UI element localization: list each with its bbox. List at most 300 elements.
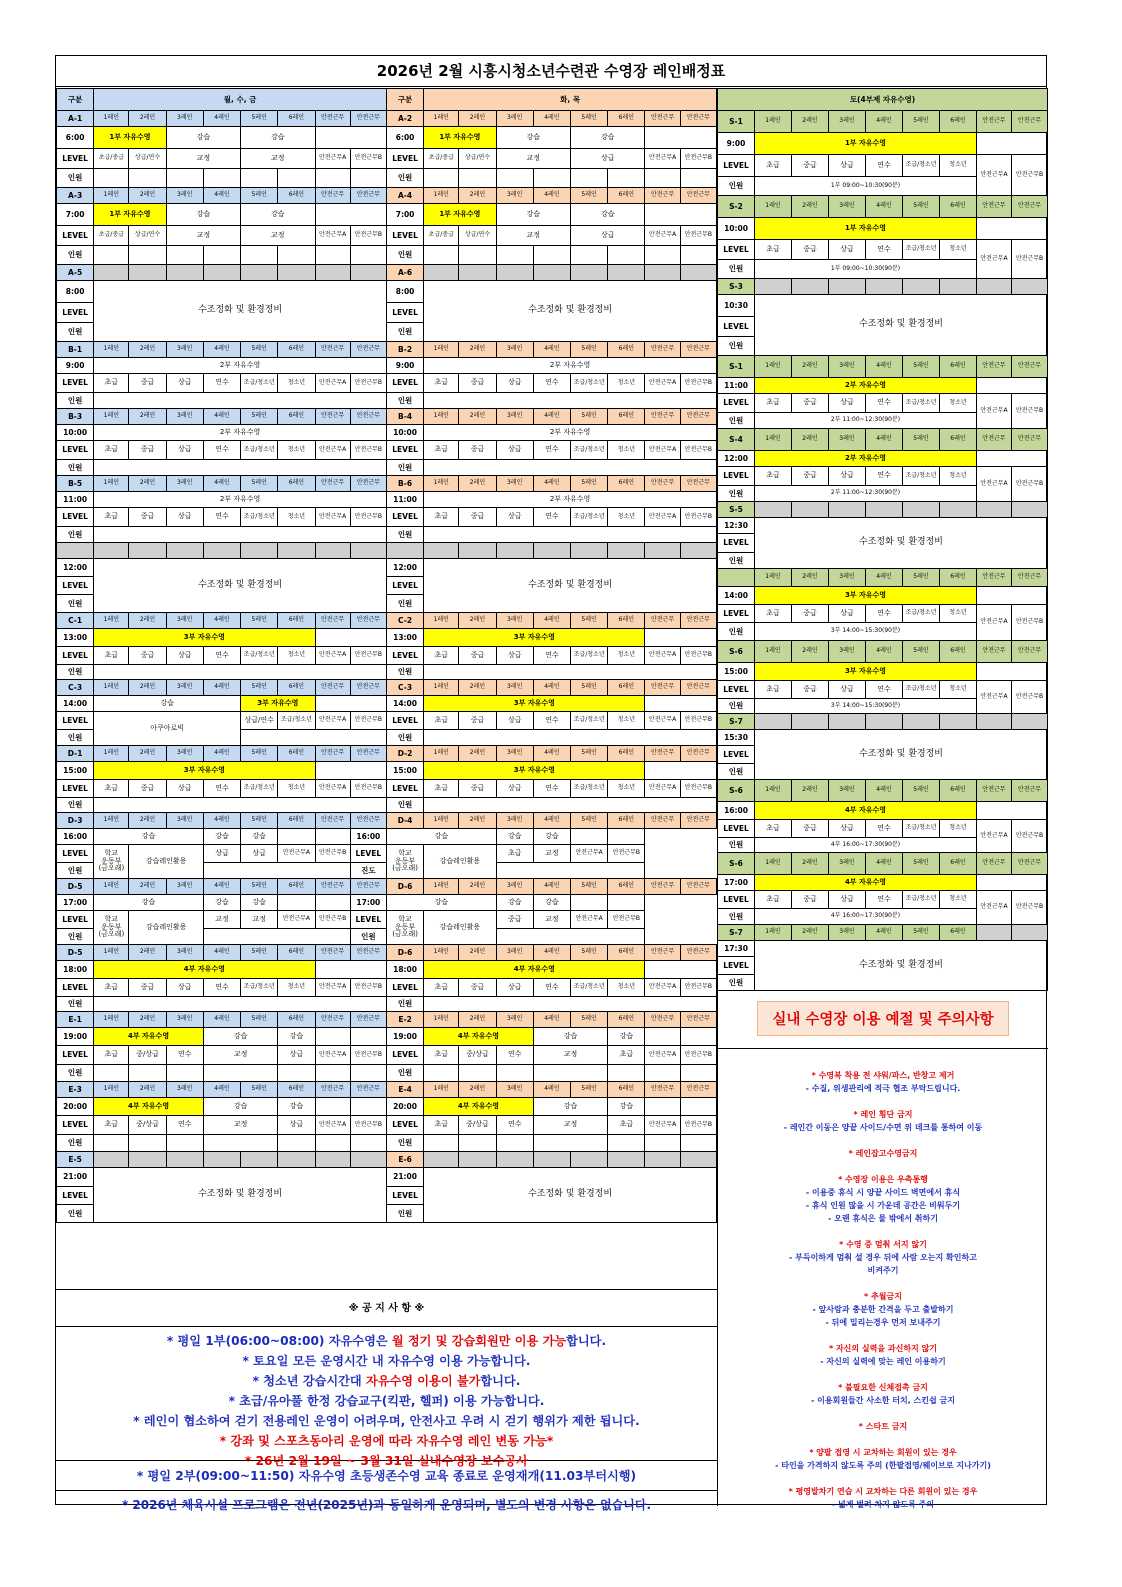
c <box>459 1135 496 1152</box>
lane-header: 1레인 <box>424 746 459 762</box>
lane-header: 6레인 <box>608 746 645 762</box>
lane-header: 3레인 <box>166 342 203 358</box>
c <box>315 895 350 911</box>
level-value: 조급/청소년 <box>571 712 608 730</box>
rule-heading: * 스타트 금지 <box>858 1422 908 1431</box>
gray-cell <box>940 502 977 518</box>
lane-header: 4레인 <box>203 188 240 204</box>
c <box>977 218 1048 240</box>
lane-header: 5레인 <box>241 680 278 696</box>
level-label: LEVEL <box>57 1116 94 1135</box>
lane-header: 1레인 <box>755 569 792 587</box>
lane-header: 6레인 <box>278 188 315 204</box>
c <box>315 1098 350 1116</box>
time: 15:00 <box>57 762 94 780</box>
lane-header: 2레인 <box>792 569 829 587</box>
safety-a: 안전근무A <box>315 712 350 730</box>
lane-header: 안전근무 <box>315 111 350 127</box>
lane-header: 4레인 <box>533 680 570 696</box>
safety-a: 안전근무A <box>645 1046 680 1065</box>
level-value: 상급 <box>829 394 866 413</box>
people-label: 인원 <box>718 699 755 714</box>
school-line: 학교 <box>104 849 119 858</box>
level-label: LEVEL <box>718 240 755 260</box>
c <box>645 1065 680 1082</box>
level-value: 중급 <box>459 712 496 730</box>
c <box>315 1065 350 1082</box>
c <box>459 246 496 265</box>
lane-header: 안전근무 <box>315 342 350 358</box>
gray-cell <box>977 714 1012 730</box>
lane-header: 4레인 <box>203 879 240 895</box>
time: 20:00 <box>386 1098 423 1116</box>
free-swim: 4부 자유수영 <box>94 961 315 979</box>
lane-header: 6레인 <box>278 746 315 762</box>
lane-header: 6레인 <box>278 680 315 696</box>
lane-header: 안전근무 <box>1012 429 1048 451</box>
lane-header: 안전근무 <box>680 746 716 762</box>
maintenance: 수조정화 및 환경정비 <box>424 559 717 613</box>
rules-list <box>718 1049 1048 1524</box>
gray-cell <box>203 543 240 559</box>
safety-a: 안전근무A <box>645 647 680 665</box>
gray-cell <box>977 502 1012 518</box>
safety-b: 안전근무B <box>350 441 386 460</box>
c <box>571 246 608 265</box>
lane-header: 6레인 <box>608 476 645 492</box>
lane-header: 2레인 <box>792 196 829 218</box>
c <box>315 1028 350 1046</box>
level-value: 연수 <box>866 820 903 838</box>
header-saturday: 토(4부제 자유수영) <box>718 89 1048 111</box>
gray-cell <box>903 714 940 730</box>
lane-header: 5레인 <box>571 476 608 492</box>
people-label: 진도 <box>350 863 386 879</box>
lane-header: 4레인 <box>866 569 903 587</box>
lane-header: 1레인 <box>94 1082 129 1098</box>
lane-header: 안전근무 <box>680 613 716 629</box>
safety-b: 안전근무B <box>1012 240 1048 279</box>
lane-header: 2레인 <box>792 356 829 378</box>
level-value: 상급 <box>496 647 533 665</box>
slot-id: S-4 <box>718 429 755 451</box>
people-value <box>424 527 717 543</box>
level-value: 연수 <box>203 979 240 997</box>
lane-header: 3레인 <box>496 813 533 829</box>
level-value: 조급/청소년 <box>571 441 608 460</box>
people-label: 인원 <box>57 393 94 409</box>
rule-detail: 비켜주기 <box>867 1266 899 1275</box>
free-swim-plain: 2부 자유수영 <box>94 492 387 508</box>
level-value: 초급 <box>424 712 459 730</box>
free-swim: 1부 자유수영 <box>424 127 496 149</box>
time: 11:00 <box>57 492 94 508</box>
people-label: 인원 <box>718 838 755 853</box>
period-time: 3부 14:00~15:30(90분) <box>755 623 977 641</box>
level-value: 상급 <box>571 149 645 169</box>
gray-cell <box>315 265 350 281</box>
safety-b: 안전근무B <box>608 845 645 863</box>
safety-b: 안전근무B <box>680 508 716 527</box>
lane-header: 5레인 <box>241 613 278 629</box>
lane-header: 6레인 <box>940 429 977 451</box>
level-value: 초급 <box>755 467 792 486</box>
level-value: 연수 <box>203 780 240 798</box>
gray-cell <box>1012 714 1048 730</box>
level-value: 교정 <box>241 226 315 246</box>
safety-b: 안전근무B <box>350 979 386 997</box>
c <box>315 762 386 780</box>
free-swim: 3부 자유수영 <box>424 762 645 780</box>
level-label: LEVEL <box>718 957 755 975</box>
safety-b: 안전근무B <box>1012 681 1048 714</box>
lane-header: 안전근무 <box>680 879 716 895</box>
lesson: 강습 <box>533 829 570 845</box>
level-label: LEVEL <box>718 681 755 699</box>
c <box>645 696 717 712</box>
level-value: 청소년 <box>278 441 315 460</box>
safety-b: 안전근무B <box>315 911 350 929</box>
lane-header: 안전근무 <box>645 945 680 961</box>
people-label: 인원 <box>386 246 423 265</box>
rule-detail: - 자신의 실력에 맞는 레인 이용하기 <box>820 1357 946 1366</box>
c <box>680 246 716 265</box>
level-value: 연수 <box>866 891 903 909</box>
slot-id: D-5 <box>57 945 94 961</box>
level-value: 청소년 <box>608 780 645 798</box>
rule-detail: - 넓게 벌려 차지 않도록 주의 <box>831 1500 935 1509</box>
level-value: 중급 <box>792 394 829 413</box>
safety-b: 안전근무B <box>680 780 716 798</box>
level-value: 상급 <box>829 467 866 486</box>
level-value: 중급 <box>792 681 829 699</box>
level-value: 청소년 <box>940 155 977 177</box>
lane-header: 4레인 <box>533 476 570 492</box>
gray-cell <box>424 1152 459 1168</box>
level-value: 초급/중급 <box>424 149 459 169</box>
rule-gap <box>718 1368 1048 1381</box>
c <box>608 1135 645 1152</box>
gray-cell <box>977 279 1012 295</box>
time: 15:30 <box>718 730 755 746</box>
notice-text: * 평일 1부(06:00~08:00) 자유수영은 <box>166 1334 392 1348</box>
lesson: 강습 <box>203 829 240 845</box>
gray-cell <box>459 1152 496 1168</box>
safety-a: 안전근무A <box>977 394 1012 429</box>
gray-cell <box>866 279 903 295</box>
lane-header: 5레인 <box>571 409 608 425</box>
lane-header: 4레인 <box>866 196 903 218</box>
lesson: 강습 <box>496 204 570 226</box>
lane-header: 5레인 <box>571 879 608 895</box>
lane-header: 4레인 <box>203 813 240 829</box>
lane-header: 2레인 <box>129 409 166 425</box>
lane-header: 안전근무 <box>350 879 386 895</box>
level-value: 연수 <box>496 1116 533 1135</box>
lane-header: 5레인 <box>571 1082 608 1098</box>
safety-a: 안전근무A <box>645 508 680 527</box>
level-value: 청소년 <box>940 820 977 838</box>
time: 15:00 <box>386 762 423 780</box>
level-label: LEVEL <box>57 226 94 246</box>
maintenance: 수조정화 및 환경정비 <box>424 1168 717 1223</box>
notice-line-5: * 레인이 협소하여 걷기 전용레인 운영이 어려우며, 안전사고 우려 시 걷기 행위가 제한 됩니다. <box>133 1414 640 1428</box>
lane-header: 5레인 <box>903 641 940 663</box>
slot-id: E-2 <box>386 1012 423 1028</box>
lane-header: 1레인 <box>94 342 129 358</box>
level-value: 조급/청소년 <box>903 820 940 838</box>
level-value: 상급 <box>829 155 866 177</box>
lane-header: 6레인 <box>608 111 645 127</box>
c <box>94 169 129 188</box>
slot-id: S-3 <box>718 279 755 295</box>
level-value: 교정 <box>241 911 278 929</box>
c <box>496 863 645 879</box>
free-swim: 4부 자유수영 <box>755 875 977 891</box>
lane-header: 안전근무 <box>680 945 716 961</box>
lane-header: 안전근무 <box>350 111 386 127</box>
lane-header: 3레인 <box>829 853 866 875</box>
c <box>645 762 717 780</box>
level-value: 교정 <box>203 1046 277 1065</box>
lane-header: 2레인 <box>129 879 166 895</box>
level-value: 초급 <box>424 979 459 997</box>
c <box>315 829 350 845</box>
lane-header: 2레인 <box>459 188 496 204</box>
level-value: 초급 <box>424 374 459 393</box>
lane-header: 4레인 <box>203 111 240 127</box>
gray-cell <box>166 265 203 281</box>
level-label: LEVEL <box>718 891 755 909</box>
lesson: 강습 <box>166 204 240 226</box>
lane-header: 안전근무 <box>315 188 350 204</box>
slot-id: B-5 <box>57 476 94 492</box>
free-swim: 3부 자유수영 <box>241 696 315 712</box>
c <box>571 829 608 845</box>
level-value: 중급 <box>459 647 496 665</box>
c <box>278 169 315 188</box>
time: 17:00 <box>350 895 386 911</box>
period-time: 1부 09:00~10:30(90분) <box>755 177 977 196</box>
lane-header: 2레인 <box>459 746 496 762</box>
gray-cell <box>977 925 1012 941</box>
level-value: 청소년 <box>608 979 645 997</box>
safety-b: 안전근무B <box>680 647 716 665</box>
maintenance: 수조정화 및 환경정비 <box>94 1168 387 1223</box>
c <box>571 169 608 188</box>
level-value: 조급/청소년 <box>571 979 608 997</box>
c <box>680 1135 716 1152</box>
people-value <box>424 997 717 1012</box>
level-value: 상급 <box>166 647 203 665</box>
level-value: 상급 <box>166 979 203 997</box>
c <box>350 169 386 188</box>
level-value: 중급 <box>792 891 829 909</box>
slot-id: C-3 <box>57 680 94 696</box>
rule-gap <box>718 1134 1048 1147</box>
safety-a: 안전근무A <box>315 780 350 798</box>
level-value: 교정 <box>496 149 570 169</box>
slot-id: A-4 <box>386 188 423 204</box>
rule-gap <box>718 1277 1048 1290</box>
lane-header: 2레인 <box>792 429 829 451</box>
lane-header: 2레인 <box>792 111 829 133</box>
gray-cell <box>792 502 829 518</box>
lesson: 강습 <box>386 829 496 845</box>
c <box>977 451 1048 467</box>
time: 13:00 <box>386 629 423 647</box>
lane-header: 2레인 <box>129 1012 166 1028</box>
level-label: LEVEL <box>718 394 755 413</box>
lane-header: 6레인 <box>940 569 977 587</box>
lane-header: 2레인 <box>792 853 829 875</box>
level-value: 청소년 <box>278 374 315 393</box>
level-label: LEVEL <box>718 467 755 486</box>
safety-a: 안전근무A <box>977 467 1012 502</box>
slot-id: A-6 <box>386 265 423 281</box>
people-label: 인원 <box>57 1135 94 1152</box>
lane-header: 3레인 <box>496 945 533 961</box>
free-swim-plain: 2부 자유수영 <box>94 358 387 374</box>
lane-header: 2레인 <box>459 476 496 492</box>
lane-header: 5레인 <box>903 356 940 378</box>
lane-header: 1레인 <box>755 196 792 218</box>
maintenance: 수조정화 및 환경정비 <box>755 295 1048 356</box>
lane-header: 안전근무 <box>977 641 1012 663</box>
lane-header: 6레인 <box>278 945 315 961</box>
level-value: 교정 <box>166 149 240 169</box>
rules-title: 실내 수영장 이용 예절 및 주의사항 <box>757 1001 1008 1036</box>
c <box>571 895 608 911</box>
c <box>350 1098 386 1116</box>
lane-header: 3레인 <box>496 613 533 629</box>
time: 10:00 <box>57 425 94 441</box>
level-value: 상급 <box>496 441 533 460</box>
safety-a: 안전근무A <box>571 845 608 863</box>
level-value: 조급/청소년 <box>241 441 278 460</box>
c <box>533 1065 607 1082</box>
slot-id: B-3 <box>57 409 94 425</box>
level-value: 중급 <box>129 441 166 460</box>
lane-header: 4레인 <box>533 879 570 895</box>
lane-header: 1레인 <box>755 780 792 802</box>
level-value: 초급 <box>424 508 459 527</box>
lane-header: 4레인 <box>533 188 570 204</box>
lane-header: 2레인 <box>459 879 496 895</box>
safety-a: 안전근무A <box>645 780 680 798</box>
lane-header: 5레인 <box>241 409 278 425</box>
rule-detail: - 이용회원들간 사소한 터치, 스킨쉽 금지 <box>811 1396 955 1405</box>
lane-header: 1레인 <box>424 945 459 961</box>
c <box>203 1135 277 1152</box>
lane-header: 안전근무 <box>645 188 680 204</box>
lane-header: 안전근무 <box>350 476 386 492</box>
level-label: LEVEL <box>386 780 423 798</box>
lesson: 강습 <box>496 829 533 845</box>
period-time: 4부 16:00~17:30(90분) <box>755 909 977 925</box>
lane-header: 3레인 <box>829 641 866 663</box>
safety-b: 안전근무B <box>1012 605 1048 641</box>
lane-header: 3레인 <box>829 569 866 587</box>
lane-header: 4레인 <box>533 111 570 127</box>
lane-header: 6레인 <box>608 188 645 204</box>
lesson: 강습 <box>203 1028 277 1046</box>
school-line: 운동부 <box>101 922 122 931</box>
notice-line-1 <box>56 1331 717 1351</box>
free-swim-plain: 2부 자유수영 <box>424 358 717 374</box>
slot-id: B-4 <box>386 409 423 425</box>
lane-header: 안전근무 <box>680 342 716 358</box>
level-value: 초급 <box>755 155 792 177</box>
slot-id: S-6 <box>718 780 755 802</box>
time: 9:00 <box>57 358 94 374</box>
lane-header: 4레인 <box>866 853 903 875</box>
safety-a: 안전근무A <box>315 1116 350 1135</box>
gray-cell <box>645 543 680 559</box>
c <box>278 829 315 845</box>
school-line: 운동부 <box>394 856 416 865</box>
lane-header: 2레인 <box>459 111 496 127</box>
lane-header: 안전근무 <box>350 342 386 358</box>
level-value: 상급/연수 <box>459 226 496 246</box>
gray-cell <box>829 714 866 730</box>
level-value: 청소년 <box>608 441 645 460</box>
people-label: 인원 <box>57 730 94 746</box>
level-value: 연수 <box>496 1046 533 1065</box>
level-value: 초급 <box>94 979 129 997</box>
lane-header: 3레인 <box>496 879 533 895</box>
lane-header: 4레인 <box>533 409 570 425</box>
time: 18:00 <box>57 961 94 979</box>
gray-cell <box>203 1152 240 1168</box>
gray-cell <box>241 1152 278 1168</box>
notice-title: ※ 공 지 사 항 ※ <box>56 1289 717 1327</box>
level-value: 청소년 <box>940 240 977 260</box>
lane-header: 4레인 <box>203 746 240 762</box>
level-label: LEVEL <box>386 979 423 997</box>
free-swim: 3부 자유수영 <box>94 762 315 780</box>
rule-detail: - 이용중 휴식 시 양끝 사이드 벽면에서 휴식 <box>805 1188 961 1197</box>
lane-header: 3레인 <box>496 1012 533 1028</box>
safety-b: 안전근무B <box>350 647 386 665</box>
lane-header: 안전근무 <box>315 945 350 961</box>
slot-id: D-6 <box>386 945 423 961</box>
lane-header: 6레인 <box>278 613 315 629</box>
level-value: 조급/청소년 <box>241 979 278 997</box>
level-value: 상급/연수 <box>459 149 496 169</box>
safety-a: 안전근무A <box>645 712 680 730</box>
safety-b: 안전근무B <box>350 508 386 527</box>
time: 9:00 <box>718 133 755 155</box>
safety-b: 안전근무B <box>1012 891 1048 925</box>
lane-header: 6레인 <box>608 342 645 358</box>
level-value: 중/상급 <box>459 1046 496 1065</box>
level-value: 청소년 <box>278 508 315 527</box>
people-label: 인원 <box>386 798 423 813</box>
level-value: 중급 <box>129 508 166 527</box>
level-value: 초급 <box>424 647 459 665</box>
level-value: 상급 <box>829 891 866 909</box>
lane-header: 안전근무 <box>977 196 1012 218</box>
lane-header: 1레인 <box>424 409 459 425</box>
notice-line-2: * 토요일 모든 운영시간 내 자유수영 이용 가능합니다. <box>242 1354 531 1368</box>
lesson: 강습 <box>496 895 533 911</box>
c <box>977 663 1048 681</box>
lane-header: 6레인 <box>278 813 315 829</box>
safety-a: 안전근무A <box>315 441 350 460</box>
free-swim: 3부 자유수영 <box>94 629 315 647</box>
c <box>645 1135 680 1152</box>
